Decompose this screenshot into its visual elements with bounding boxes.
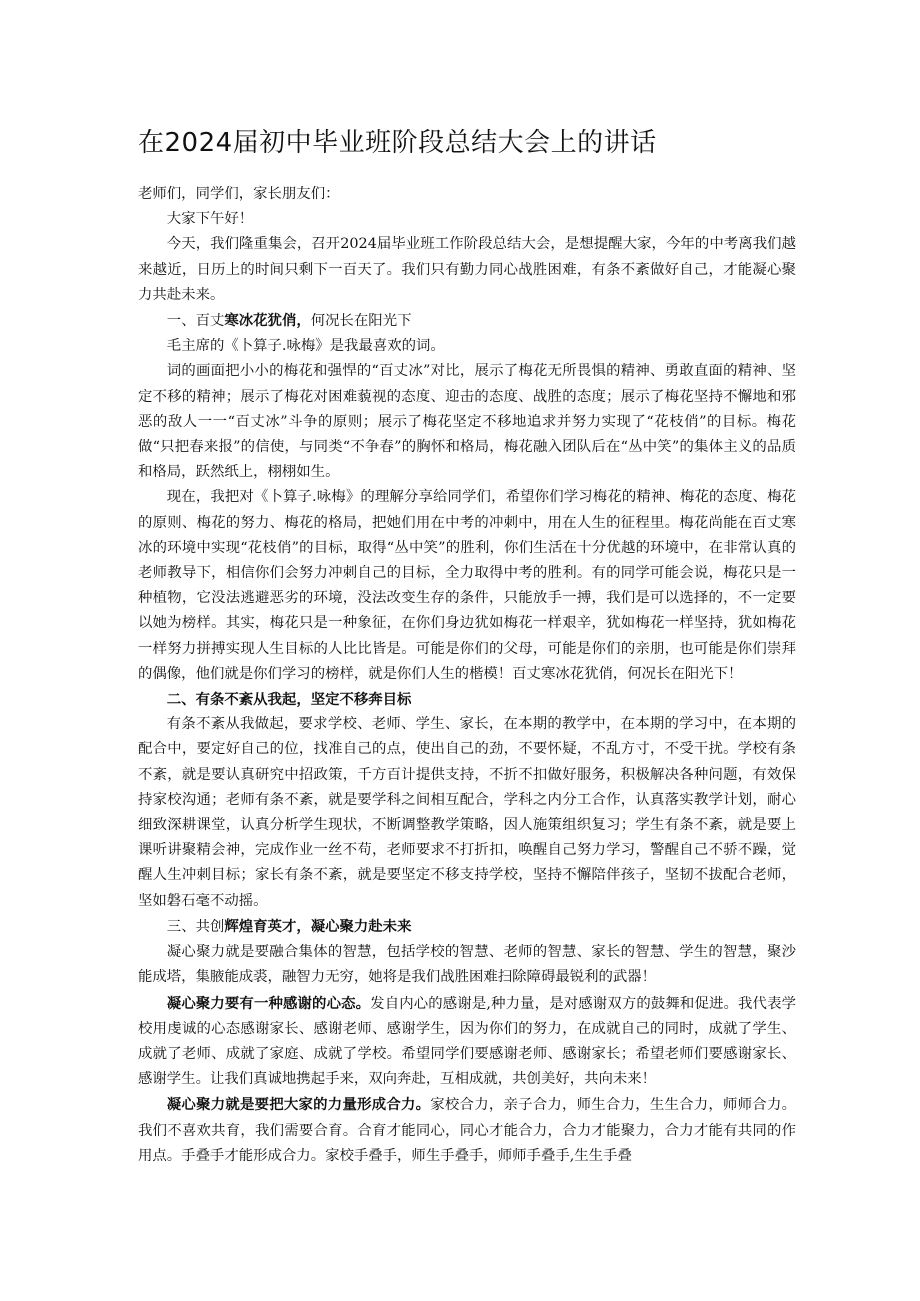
- section-heading-2: 二、有条不紊从我起，坚定不移奔目标: [166, 691, 412, 709]
- force-paragraph: [138, 1092, 796, 1169]
- section-heading-1: [138, 308, 796, 334]
- plum-lesson-paragraph: 现在，我把对《卜算子.咏梅》的理解分享给同学们，希望你们学习梅花的精神、梅花的态度、梅花的原则、梅花的努力、梅花的格局，把她们用在中考的冲刺中，用在人生的征程里。梅花尚能在百丈寒冰的环境中实现“花枝俏”的目标，取得“丛中笑”的胜利，你们生活在十分优越的环境中，在非常认真的老师教导下，相信你们会努力冲刺自己的目标，全力取得中考的胜利。有的同学可能会说，梅花只是一种植物，它没法逃避恶劣的环境，没法改变生存的条件，只能放手一搏，我们是可以选择的，不一定要以她为榜样。其实，梅花只是一种象征，在你们身边犹如梅花一样艰辛，犹如梅花一样坚持，犹如梅花一样努力拼搏实现人生目标的人比比皆是。可能是你们的父母，可能是你们的亲朋，也可能是你们崇拜的偶像，他们就是你们学习的榜样，就是你们人生的楷模！百丈寒冰花犹俏，何况长在阳光下！: [138, 489, 796, 682]
- section-heading-1-prefix: 一、百丈: [166, 313, 225, 330]
- thanks-paragraph: [138, 991, 796, 1093]
- section-heading-3: [138, 914, 796, 940]
- poem-analysis-paragraph: 词的画面把小小的梅花和强悍的“百丈冰”对比，展示了梅花无所畏惧的精神、勇敢直面的精神、坚定不移的精神；展示了梅花对困难藐视的态度、迎击的态度、战胜的态度；展示了梅花坚持不懈地和邪恶的敌人一一“百丈冰”斗争的原则；展示了梅花坚定不移地追求并努力实现了“花枝俏”的目标。梅花做“只把春来报”的信使，与同类“不争春”的胸怀和格局，梅花融入团队后在“丛中笑”的集体主义的品质和格局，跃然纸上，栩栩如生。: [138, 363, 796, 481]
- intro-paragraph: 今天，我们隆重集会，召开2024届毕业班工作阶段总结大会，是想提醒大家，今年的中考离我们越来越近，日历上的时间只剩下一百天了。我们只有勤力同心战胜困难，有条不紊做好自己，才能凝心聚力共赴未来。: [138, 236, 796, 303]
- greeting: 老师们，同学们，家长朋友们：: [138, 186, 340, 202]
- section-heading-1-rest: 何况长在阳光下: [310, 313, 412, 330]
- thanks-body: 发自内心的感谢是,种力量，是对感谢双方的鼓舞和促进。我代表学校用虔诚的心态感谢家长、感谢老师、感谢学生，因为你们的努力，在成就自己的同时，成就了学生、成就了老师、成就了家庭、成就了学校。希望同学们要感谢老师、感谢家长；希望老师们要感谢家长、感谢学生。让我们真诚地携起手来，双向奔赴，互相成就，共创美好，共向未来！: [138, 995, 796, 1088]
- page-title: 在2024届初中毕业班阶段总结大会上的讲话: [138, 128, 657, 158]
- poem-paragraph: 毛主席的《卜算子.咏梅》是我最喜欢的词。: [166, 338, 445, 355]
- section-heading-1-bold: 寒冰花犹俏，: [224, 312, 311, 330]
- unite-paragraph: 凝心聚力就是要融合集体的智慧，包括学校的智慧、老师的智慧、家长的智慧、学生的智慧，聚沙能成塔，集腋能成裘，融智力无穷，她将是我们战胜困难扫除障碍最锐利的武器！: [138, 944, 796, 986]
- force-body: 家校合力，亲子合力，师生合力，生生合力，师师合力。我们不喜欢共育，我们需要合育。合育才能同心，同心才能合力，合力才能聚力，合力才能有共同的作用点。手叠手才能形成合力。家校手叠手，师生手叠手，师师手叠手,生生手叠: [138, 1097, 796, 1164]
- section-heading-3-prefix: 三、共创: [166, 918, 225, 935]
- section-heading-3-bold: 辉煌育英才，凝心聚力赴未来: [224, 917, 412, 935]
- force-lead: 凝心聚力就是要把大家的力量形成合力。: [166, 1096, 431, 1114]
- hello-line: 大家下午好！: [166, 211, 254, 228]
- document-page: [138, 118, 796, 1169]
- order-paragraph: 有条不紊从我做起，要求学校、老师、学生、家长，在本期的教学中，在本期的学习中，在本期的配合中，要定好自己的位，找准自己的点，使出自己的劲，不要怀疑，不乱方寸，不受干扰。学校有条不紊，就是要认真研究中招政策，千方百计提供支持，不折不扣做好服务，积极解决各种问题，有效保持家校沟通；老师有条不紊，就是要学科之间相互配合，学科之内分工合作，认真落实教学计划，耐心细致深耕课堂，认真分析学生现状，不断调整教学策略，因人施策组织复习；学生有条不紊，就是要上课听讲聚精会神，完成作业一丝不苟，老师要求不打折扣，唤醒自己努力学习，警醒自己不骄不躁，觉醒人生冲刺目标；家长有条不紊，就是要坚定不移支持学校，坚持不懈陪伴孩子，坚韧不拔配合老师，坚如磐石毫不动摇。: [138, 716, 796, 909]
- thanks-lead: 凝心聚力要有一种感谢的心态。: [166, 994, 371, 1012]
